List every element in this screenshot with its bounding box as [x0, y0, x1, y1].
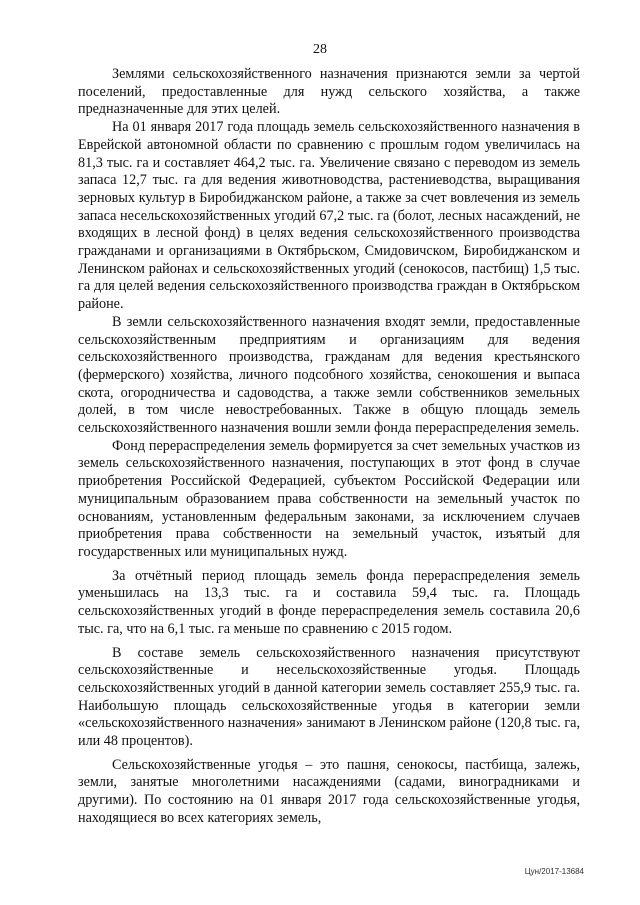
footer-code: Цун/2017-13684 [524, 867, 584, 876]
paragraph-land-types: Сельскохозяйственные угодья – это пашня, сенокосы, пастбища, залежь, земли, занятые многолетними насаждениями (садами, виноградниками и другими). По состоянию на 01 января 2017 года сельскохозяйственные угодья, находящиеся во всех категориях земель, [78, 756, 580, 826]
page-number: 28 [313, 42, 327, 57]
paragraph-agricultural-lands: В составе земель сельскохозяйственного назначения присутствуют сельскохозяйственные и несельскохозяйственные угодья. Площадь сельскохозяйственных угодий в данной категории земель составляет 255,9 тыс. га. Наибольшую площадь сельскохозяйственные угодья в категории земли «сельскохозяйственного назначения» занимают в Ленинском районе (120,8 тыс. га, или 48 процентов). [78, 644, 580, 750]
paragraph-composition: В земли сельскохозяйственного назначения входят земли, предоставленные сельскохозяйственным предприятиям и организациям для ведения сельскохозяйственного производства, гражданам для ведения крестьянского (фермерского) хозяйства, личного подсобного хозяйства, сенокошения и выпаса скота, огородничества и садоводства, а также земли собственников земельных долей, в том числе невостребованных. Также в общую площадь земель сельскохозяйственного назначения вошли земли фонда перераспределения земель. [78, 313, 580, 437]
paragraph-area-increase: На 01 января 2017 года площадь земель сельскохозяйственного назначения в Еврейской автономной области по сравнению с прошлым годом увеличилась на 81,3 тыс. га и составляет 464,2 тыс. га. Увеличение связано с переводом из земель запаса 12,7 тыс. га для ведения животноводства, растениеводства, выращивания зерновых культур в Биробиджанском районе, а также за счет вовлечения из земель запаса несельскохозяйственных угодий 67,2 тыс. га (болот, лесных насаждений, не входящих в лесной фонд) в целях ведения сельскохозяйственного производства гражданами и организациями в Октябрьском, Смидовичском, Биробиджанском и Ленинском районах и сельскохозяйственных угодий (сенокосов, пастбищ) 1,5 тыс. га для целей ведения сельскохозяйственного производства граждан в Октябрьском районе. [78, 119, 580, 313]
document-body [78, 66, 580, 828]
paragraph-definition: Землями сельскохозяйственного назначения признаются земли за чертой поселений, предоставленные для нужд сельского хозяйства, а также предназначенные для этих целей. [78, 66, 580, 118]
paragraph-fund-decrease: За отчётный период площадь земель фонда перераспределения земель уменьшилась на 13,3 тыс. га и составила 59,4 тыс. га. Площадь сельскохозяйственных угодий в фонде перераспределения земель составила 20,6 тыс. га, что на 6,1 тыс. га меньше по сравнению с 2015 годом. [78, 567, 580, 637]
paragraph-redistribution-fund: Фонд перераспределения земель формируется за счет земельных участков из земель сельскохозяйственного назначения, поступающих в этот фонд в случае приобретения Российской Федерацией, субъектом Российской Федерации или муниципальным образованием права собственности на земельный участок по основаниям, установленным федеральным законами, за исключением случаев приобретения права собственности на земельный участок, изъятый для государственных или муниципальных нужд. [78, 437, 580, 560]
